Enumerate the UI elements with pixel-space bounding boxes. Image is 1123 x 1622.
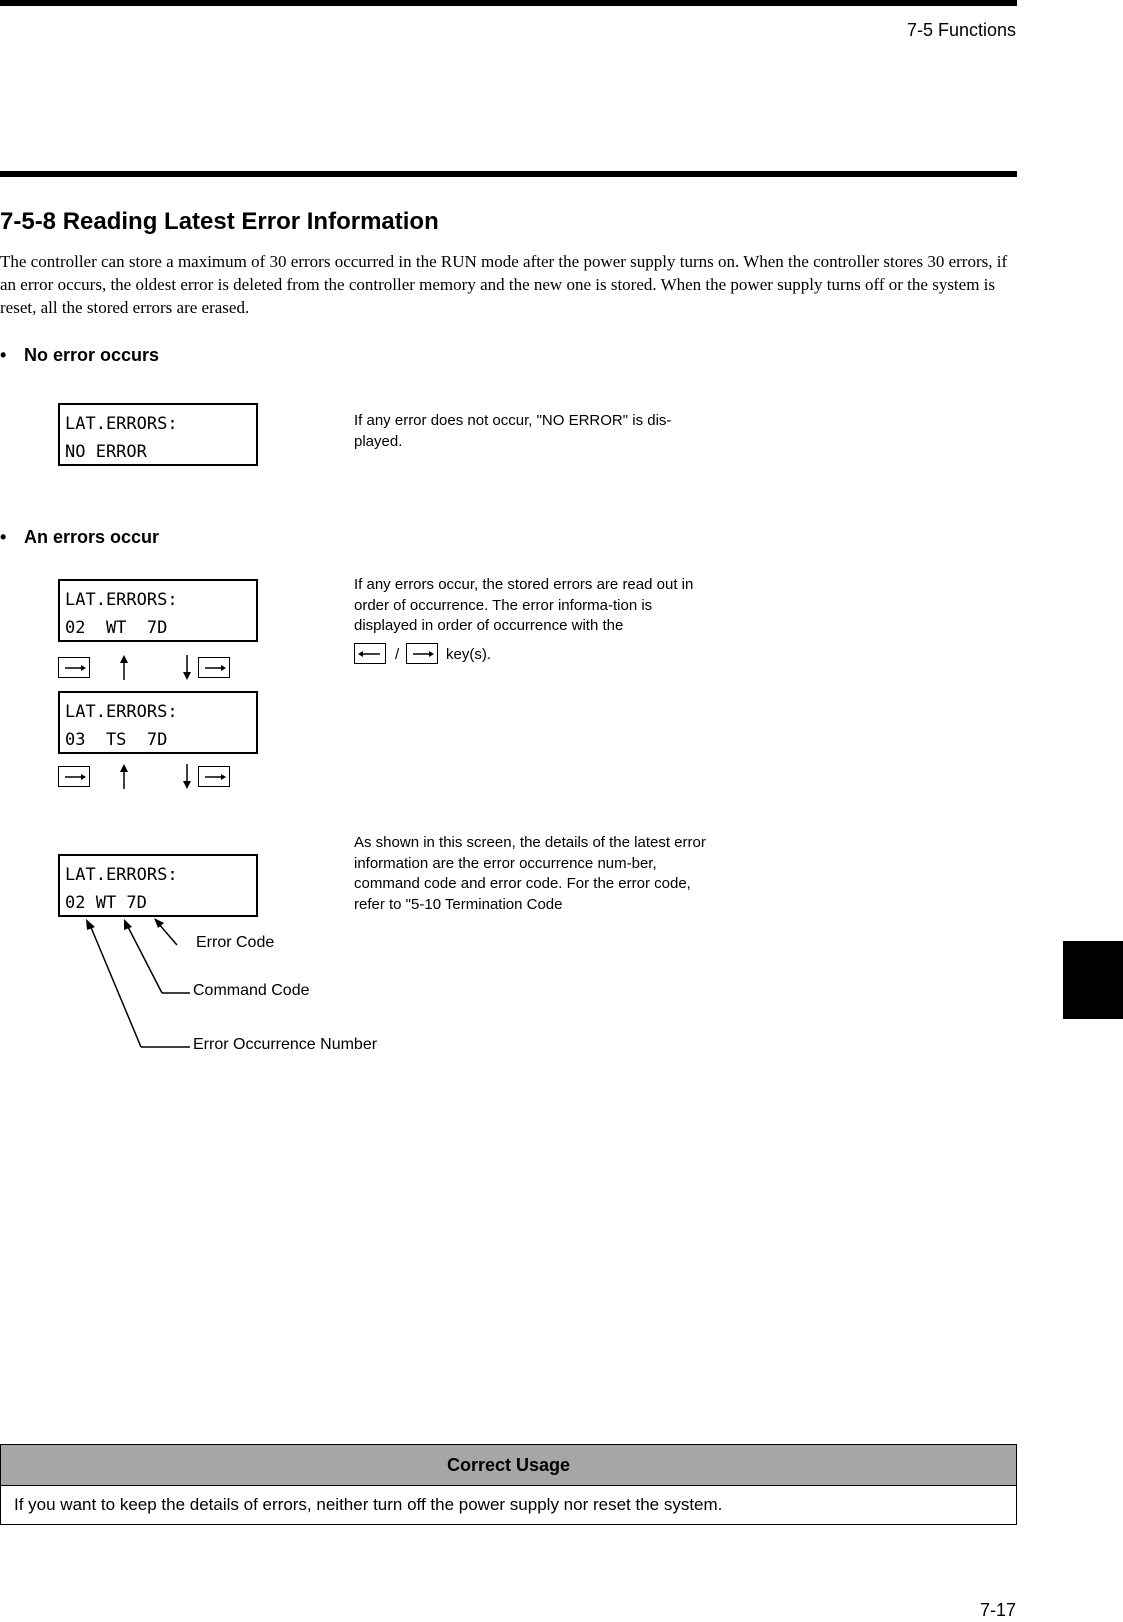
lcd-line-1: LAT.ERRORS: bbox=[65, 414, 178, 434]
lcd-line-1: LAT.ERRORS: bbox=[65, 702, 178, 722]
lcd-line-2: NO ERROR bbox=[65, 442, 147, 462]
callout-lines bbox=[0, 0, 420, 1060]
bullet-dot: • bbox=[0, 527, 7, 547]
details-note: As shown in this screen, the details of the latest error information are the error occurrence num-ber, command code and error code. For the error code, refer to "5-10 Termination Code bbox=[354, 834, 706, 913]
bullet-no-error-label: No error occurs bbox=[24, 345, 160, 365]
correct-usage-title: Correct Usage bbox=[1, 1445, 1016, 1486]
section-title: 7-5-8 Reading Latest Error Information bbox=[0, 208, 439, 235]
key-separator: / bbox=[395, 646, 400, 663]
intro-paragraph: The controller can store a maximum of 30 errors occurred in the RUN mode after the power supply turns on. When the controller stores 30 errors, if an error occurs, the oldest error is deleted from the controller memory and the new one is stored. When the power supply turns off or the system is reset, all the stored errors are erased. bbox=[0, 252, 1008, 317]
lcd-line-1: LAT.ERRORS: bbox=[65, 865, 178, 885]
lcd-line-2: 02 WT 7D bbox=[65, 618, 168, 638]
lcd-line-2: 03 TS 7D bbox=[65, 730, 168, 750]
bullet-dot: • bbox=[0, 345, 7, 365]
correct-usage-box bbox=[0, 1444, 1017, 1525]
header-section-label: 7-5 Functions bbox=[906, 20, 1016, 40]
lcd-line-1: LAT.ERRORS: bbox=[65, 590, 178, 610]
correct-usage-text: If you want to keep the details of errors, neither turn off the power supply nor reset the system. bbox=[14, 1495, 723, 1514]
callout-occurrence-number: Error Occurrence Number bbox=[193, 1036, 378, 1053]
key-suffix: key(s). bbox=[446, 646, 491, 663]
callout-occurrence-number-leader bbox=[86, 919, 190, 1047]
callout-error-code-leader bbox=[154, 918, 177, 945]
bullet-errors-occur-label: An errors occur bbox=[24, 527, 160, 547]
errors-occur-note: If any errors occur, the stored errors are read out in order of occurrence. The error informa-tion is displayed in order of occurrence with the bbox=[354, 576, 694, 634]
callout-command-code-leader bbox=[124, 919, 190, 993]
callout-command-code: Command Code bbox=[193, 982, 310, 999]
page-number: 7-17 bbox=[979, 1600, 1016, 1620]
no-error-note: If any error does not occur, "NO ERROR" is dis-played. bbox=[354, 412, 672, 450]
chapter-side-tab bbox=[1063, 941, 1123, 1019]
callout-error-code: Error Code bbox=[196, 934, 275, 951]
lcd-line-2: 02 WT 7D bbox=[65, 893, 147, 913]
